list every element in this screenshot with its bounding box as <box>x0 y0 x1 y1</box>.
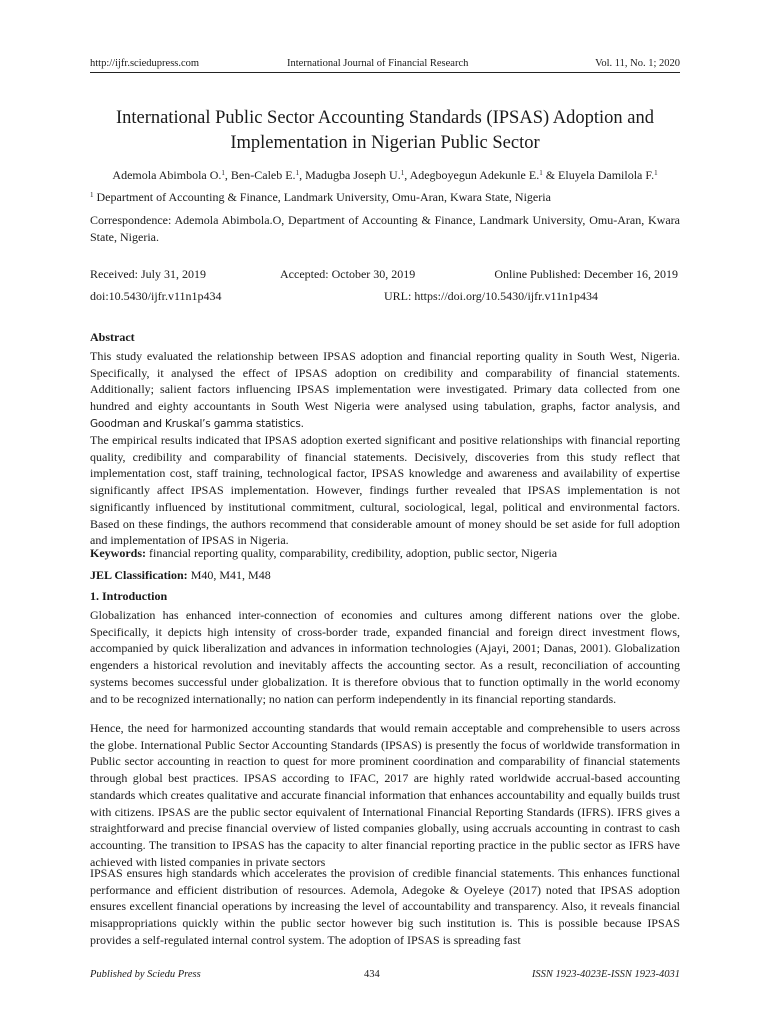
author-separator: , <box>299 168 306 182</box>
introduction-heading: 1. Introduction <box>90 589 168 603</box>
affiliation-text: Department of Accounting & Finance, Landmark University, Omu-Aran, Kwara State, Nigeria <box>93 190 551 204</box>
author-affil-mark: 1 <box>400 169 405 177</box>
keywords <box>90 545 680 562</box>
author-name: Adegboyegun Adekunle E. <box>409 168 540 182</box>
title-line-2: Implementation in Nigerian Public Sector <box>230 133 540 153</box>
publication-dates <box>90 267 680 283</box>
volume-info: Vol. 11, No. 1; 2020 <box>595 58 680 69</box>
journal-url[interactable]: http://ijfr.sciedupress.com <box>90 58 200 69</box>
intro-paragraph-2: Hence, the need for harmonized accounting standards that would remain acceptable and comprehensible to users across the globe. International Public Sector Accounting Standards (IPSAS) is presently the focus of worldwide transformation in Public sector accounting in reaction to quest for more prominent coordination and comparability of financial statements through global best practices. IPSAS according to IFAC, 2017 are highly rated worldwide accrual-based accounting standards which creates qualitative and accurate financial information that enhances accountability and equally builds trust with citizens. IPSAS are the public sector equivalent of International Financial Reporting Standards (IFRS). IFRS gives a straightforward and precise financial overview of listed companies globally, using accruals accounting in contrast to cash accounting. The transition to IPSAS has the capacity to alter financial reporting practice in the public sector as IFRS have achieved with listed companies in private sectors <box>90 721 680 869</box>
issn: ISSN 1923-4023E-ISSN 1923-4031 <box>531 969 680 980</box>
abstract-p1-tail: Goodman and Kruskal’s gamma statistics. <box>90 417 304 430</box>
identifier-line <box>90 289 680 305</box>
accepted-date: Accepted: October 30, 2019 <box>280 267 416 281</box>
author-list <box>90 167 680 183</box>
abstract-paragraph-2: The empirical results indicated that IPSAS adoption exerted significant and positive relationships with financial reporting quality, credibility and comparability of financial statements. Decisively, discoveries from this study reflect that implementation cost, staff training, technological factor, IPSAS knowledge and awareness and availability of expertise significantly affect IPSAS implementation. However, findings further revealed that IPSAS implementation is not significantly influenced by institutional commitment, cultural, sociological, legal, political and environmental factors. Based on these findings, the authors recommend that considerable amount of money should be set aside for full adoption and implementation of IPSAS in Nigeria. <box>90 433 680 548</box>
journal-name: International Journal of Financial Research <box>287 58 469 69</box>
author-affil-mark: 1 <box>654 169 658 177</box>
page <box>90 0 680 1024</box>
paper-title <box>90 106 680 156</box>
keywords-text: financial reporting quality, comparability, credibility, adoption, public sector, Nigeria <box>146 546 558 560</box>
author-name: Ademola Abimbola O. <box>112 168 222 182</box>
author-affil-mark: 1 <box>221 169 225 177</box>
author-separator: & <box>542 168 559 182</box>
affiliation-mark: 1 <box>90 191 94 199</box>
author-name: Ben-Caleb E. <box>230 168 296 182</box>
correspondence: Correspondence: Ademola Abimbola.O, Department of Accounting & Finance, Landmark University, Omu-Aran, Kwara State, Nigeria. <box>90 213 680 244</box>
jel-text: M40, M41, M48 <box>187 568 271 582</box>
title-line-1: International Public Sector Accounting Standards (IPSAS) Adoption and <box>116 108 654 128</box>
page-footer <box>90 969 680 985</box>
page-number: 434 <box>364 969 380 980</box>
published-date: Online Published: December 16, 2019 <box>494 267 678 281</box>
affiliation <box>90 189 680 205</box>
author-affil-mark: 1 <box>295 169 300 177</box>
jel-label: JEL Classification: <box>90 568 188 582</box>
author-name: Eluyela Damilola F. <box>558 168 655 182</box>
intro-paragraph-1: Globalization has enhanced inter-connection of economies and cultures among different nations over the globe. Specifically, it depicts high intensity of cross-border trade, expanded financial and foreign direct investment flows, accompanied by quick liberalization and advances in information technologies (Ajayi, 2001; Danas, 2001). Globalization engenders a historical revolution and inevitably affects the accounting sector. As a result, reconciliation of accounting systems becomes successful under globalization. It is therefore obvious that to function optimally in the world economy and to be recognized internationally; no nation can perform independently in its financial reporting standards. <box>90 608 680 706</box>
keywords-label: Keywords: <box>90 546 146 560</box>
running-header <box>90 57 680 73</box>
intro-paragraph-3: IPSAS ensures high standards which accelerates the provision of credible financial statements. This enhances functional performance and efficient distribution of resources. Ademola, Adegoke & Oyeleye (2017) noted that IPSAS adoption ensures excellent financial operations by increasing the level of accountability and transparency. Also, it reveals financial misappropriations quickly within the public sector however big such institution is. This is possible because IPSAS provides a self-regulated internal control system. The adoption of IPSAS is spreading fast <box>90 866 680 947</box>
author-separator: , <box>404 168 410 182</box>
doi: doi:10.5430/ijfr.v11n1p434 <box>90 289 222 303</box>
author-separator: , <box>224 168 231 182</box>
author-name: Madugba Joseph U. <box>305 168 401 182</box>
abstract-paragraph-1 <box>90 348 680 433</box>
doi-url[interactable]: URL: https://doi.org/10.5430/ijfr.v11n1p434 <box>384 289 599 303</box>
received-date: Received: July 31, 2019 <box>90 267 206 281</box>
author-affil-mark: 1 <box>539 169 543 177</box>
abstract-heading: Abstract <box>90 330 135 344</box>
jel-classification <box>90 567 680 584</box>
publisher: Published by Sciedu Press <box>90 969 201 980</box>
abstract-p1-text: This study evaluated the relationship between IPSAS adoption and financial reporting quality in South West, Nigeria. Specifically, it analysed the effect of IPSAS adoption on credibility and comparability of financial statements. Additionally; salient factors influencing IPSAS implementation were investigated. Primary data collected from one hundred and eighty accountants in South West Nigeria were analysed using tabulation, graphs, factor analysis, and <box>90 349 680 414</box>
